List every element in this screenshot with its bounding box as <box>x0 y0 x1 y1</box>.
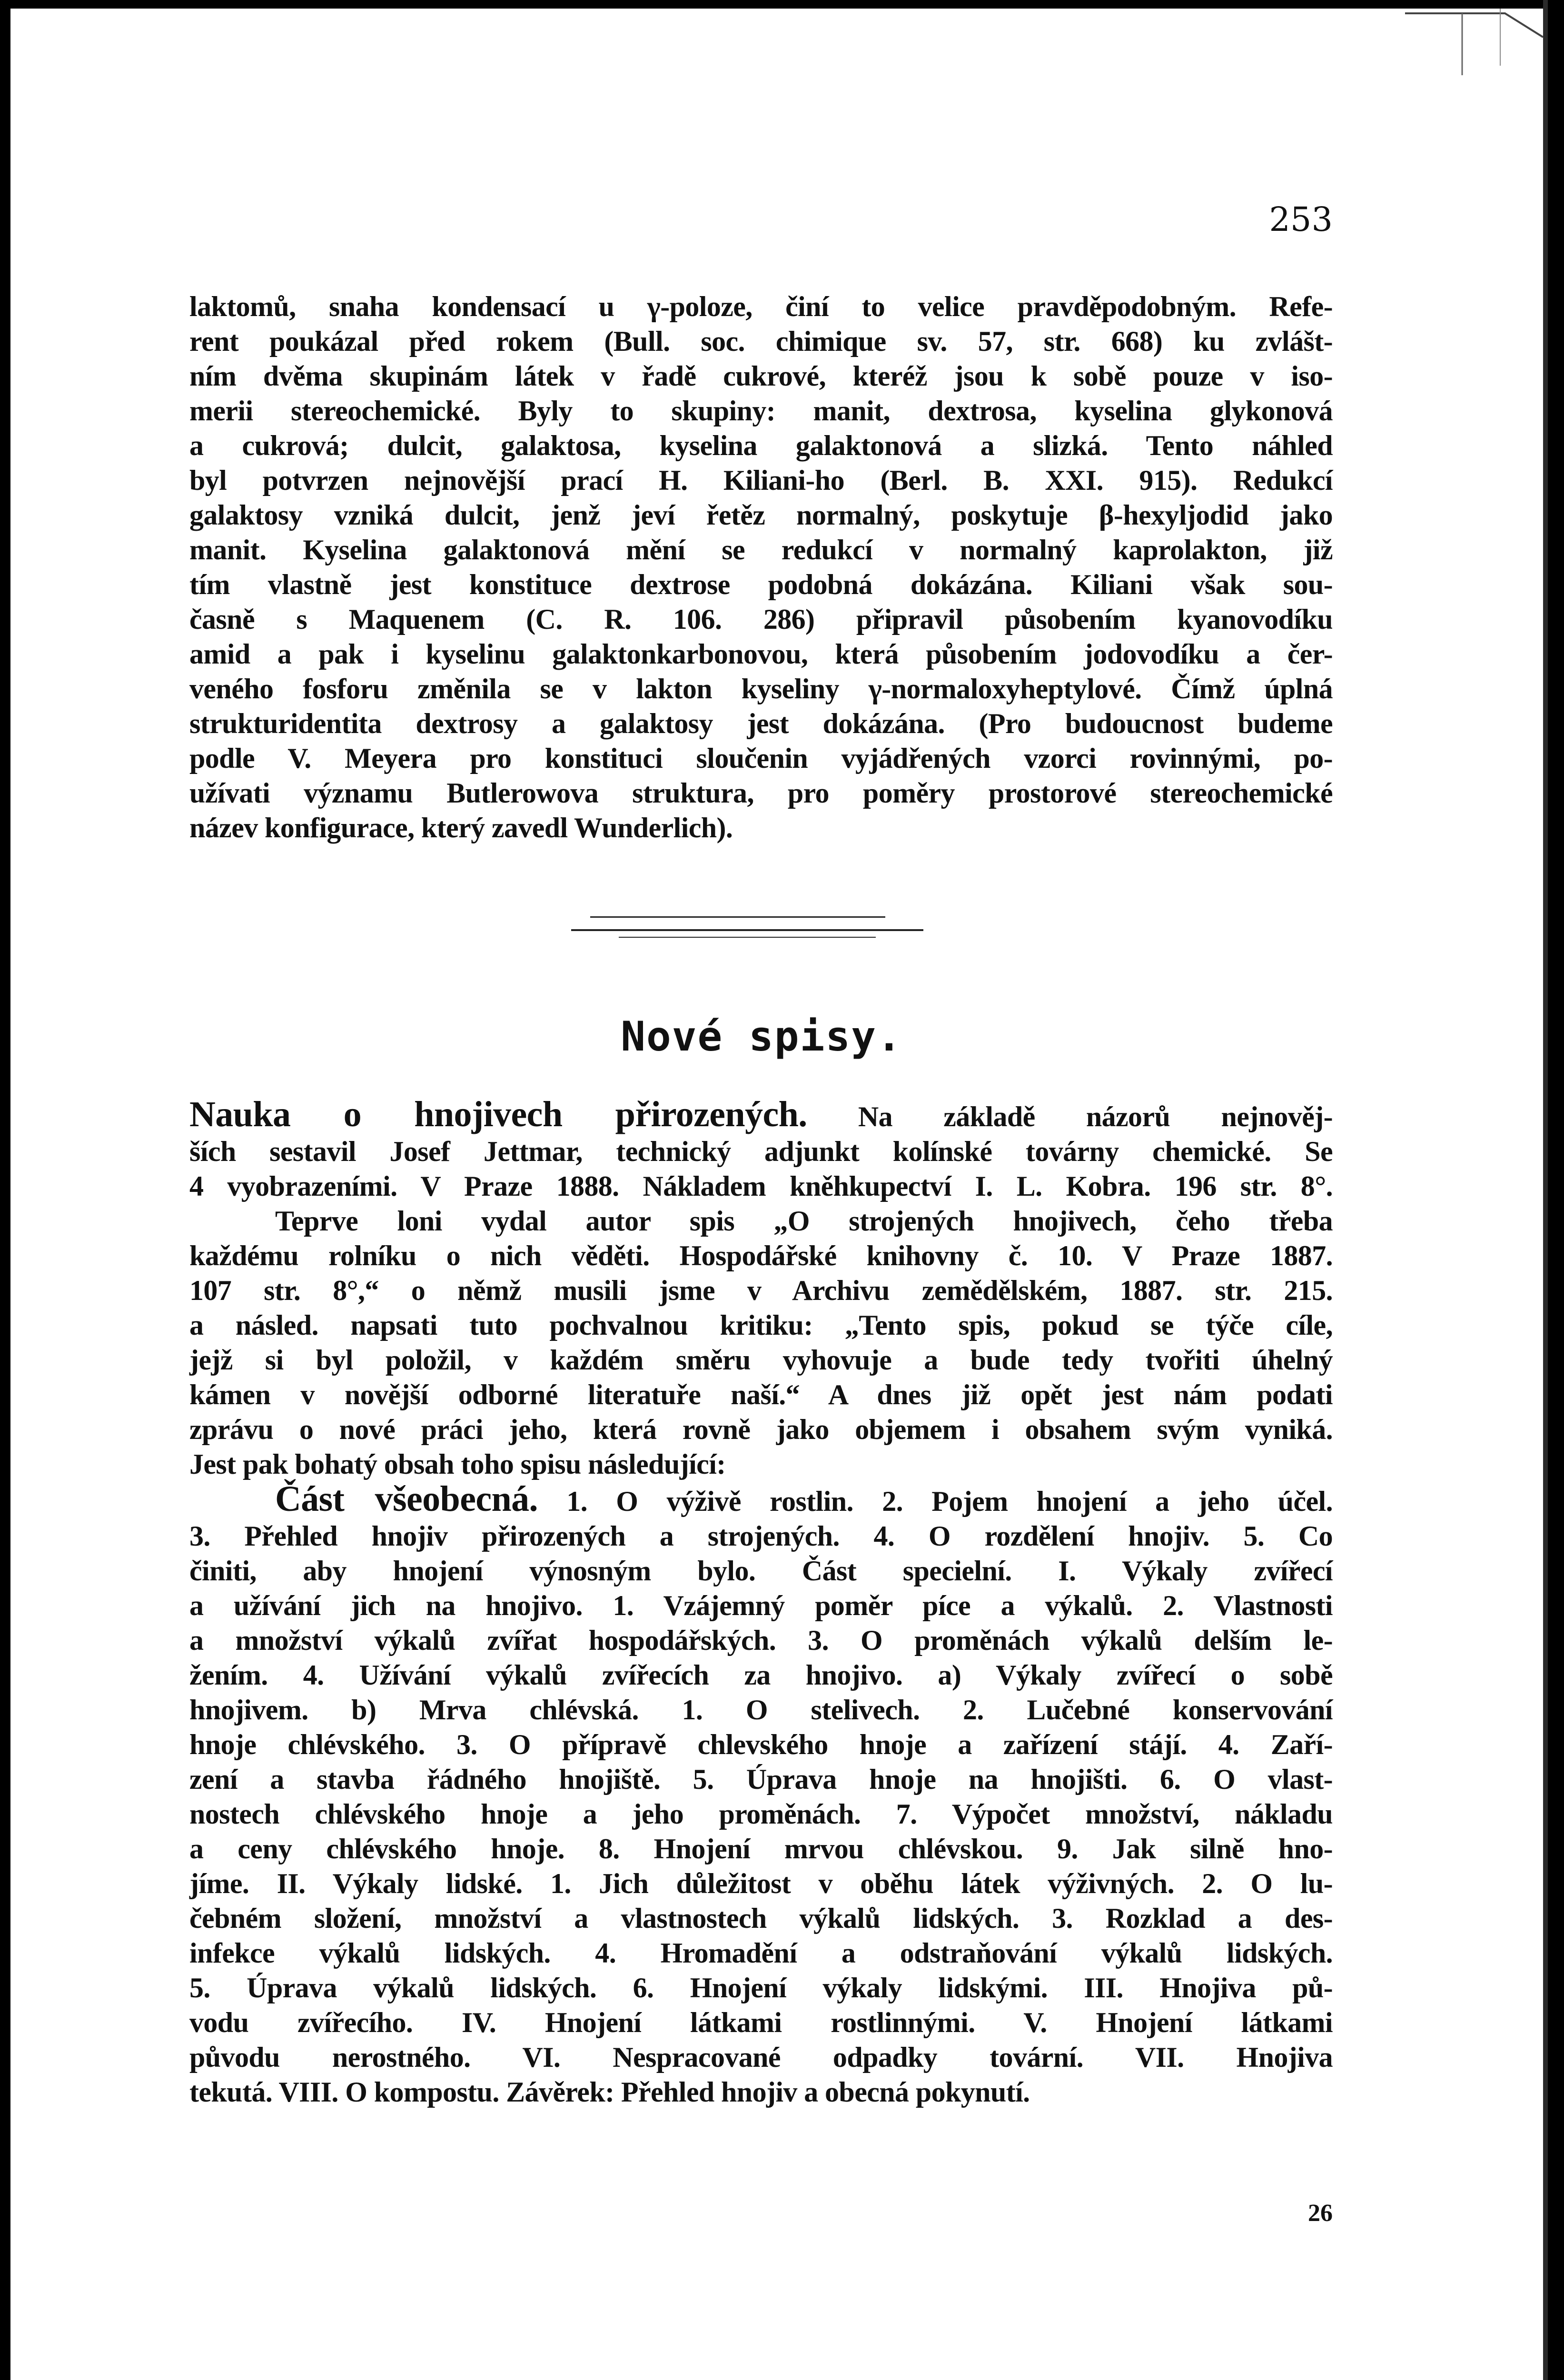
section-title: Nové spisy. <box>621 1013 902 1061</box>
text-line: hnoje chlévského. 3. O přípravě chlevského hnoje a zařízení stájí. 4. Zaří- <box>189 1729 1333 1760</box>
text-line: galaktosy vzniká dulcit, jenž jeví řetěz normalný, poskytuje β-hexyljodid jako <box>189 499 1333 531</box>
text-line: zprávu o nové práci jeho, která rovně jako objemem i obsahem svým vyniká. <box>189 1414 1333 1445</box>
text-line: 107 str. 8°,“ o němž musili jsme v Archivu zemědělském, 1887. str. 215. <box>189 1275 1333 1306</box>
scan-border-right-inner <box>1543 0 1548 2380</box>
text-line: název konfigurace, který zavedl Wunderlich). <box>189 812 733 843</box>
separator-rule-top <box>590 916 885 918</box>
text-line: 5. Úprava výkalů lidských. 6. Hnojení výkaly lidskými. III. Hnojiva pů- <box>189 1972 1333 2003</box>
text-line: a cukrová; dulcit, galaktosa, kyselina galaktonová a slizká. Tento náhled <box>189 430 1333 461</box>
page-number: 253 <box>1269 200 1333 239</box>
text-line: nostech chlévského hnoje a jeho proměnách. 7. Výpočet množství, nákladu <box>189 1798 1333 1830</box>
text-line: infekce výkalů lidských. 4. Hromadění a odstraňování výkalů lidských. <box>189 1937 1333 1969</box>
text-line: strukturidentita dextrosy a galaktosy jest dokázána. (Pro budoucnost budeme <box>189 708 1333 739</box>
text-line: žením. 4. Užívání výkalů zvířecích za hnojivo. a) Výkaly zvířecí o sobě <box>189 1659 1333 1691</box>
text-line: Teprve loni vydal autor spis „O strojených hnojivech, čeho třeba <box>275 1205 1333 1237</box>
paragraph-continuation <box>189 289 1333 845</box>
text-line: veného fosforu změnila se v lakton kyseliny γ-normaloxyheptylové. Čímž úplná <box>189 673 1333 704</box>
text-line: 4 vyobrazeními. V Praze 1888. Nákladem kněhkupectví I. L. Kobra. 196 str. 8°. <box>189 1170 1333 1202</box>
text-line: 3. Přehled hnojiv přirozených a strojených. 4. O rozdělení hnojiv. 5. Co <box>189 1520 1333 1552</box>
text-line: laktomů, snaha kondensací u γ-poloze, činí to velice pravděpodobným. Refe- <box>189 291 1333 322</box>
scan-border-left <box>0 0 10 2380</box>
text-line: činiti, aby hnojení výnosným bylo. Část specielní. I. Výkaly zvířecí <box>189 1555 1333 1587</box>
text-line: původu nerostného. VI. Nespracované odpadky tovární. VII. Hnojiva <box>189 2042 1333 2073</box>
text-line: merii stereochemické. Byly to skupiny: manit, dextrosa, kyselina glykonová <box>189 395 1333 426</box>
text-line: hnojivem. b) Mrva chlévská. 1. O stelivech. 2. Lučebné konservování <box>189 1694 1333 1726</box>
text-line: vodu zvířecího. IV. Hnojení látkami rostlinnými. V. Hnojení látkami <box>189 2007 1333 2038</box>
text-line: a užívání jich na hnojivo. 1. Vzájemný poměr píce a výkalů. 2. Vlastnosti <box>189 1590 1333 1621</box>
printer-signature-mark: 26 <box>1308 2200 1333 2227</box>
text-line: časně s Maquenem (C. R. 106. 286) připravil působením kyanovodíku <box>189 604 1333 635</box>
text-line: zení a stavba řádného hnojiště. 5. Úprava hnoje na hnojišti. 6. O vlast- <box>189 1764 1333 1795</box>
text-line: a množství výkalů zvířat hospodářských. 3. O proměnách výkalů delším le- <box>189 1625 1333 1656</box>
scan-border-top <box>0 0 1564 9</box>
text-line: čebném složení, množství a vlastnostech výkalů lidských. 3. Rozklad a des- <box>189 1903 1333 1934</box>
text-line: podle V. Meyera pro konstituci sloučenin vyjádřených vzorci rovinnými, po- <box>189 743 1333 774</box>
text-line: jejž si byl položil, v každém směru vyhovuje a bude tedy tvořiti úhelný <box>189 1344 1333 1376</box>
separator-rule-bottom <box>619 937 876 938</box>
text-line: každému rolníku o nich věděti. Hospodářské knihovny č. 10. V Praze 1887. <box>189 1240 1333 1271</box>
text-line: manit. Kyselina galaktonová mění se redukcí v normalný kaprolakton, již <box>189 534 1333 565</box>
text-line: užívati významu Butlerowova struktura, pro poměry prostorové stereochemické <box>189 777 1333 809</box>
text-line: Nauka o hnojivech přirozených. Na základě názorů nejnověj- <box>189 1094 1333 1134</box>
text-line: a násled. napsati tuto pochvalnou kritiku: „Tento spis, pokud se týče cíle, <box>189 1309 1333 1341</box>
text-line: Jest pak bohatý obsah toho spisu následující: <box>189 1448 726 1480</box>
text-line: a ceny chlévského hnoje. 8. Hnojení mrvou chlévskou. 9. Jak silně hno- <box>189 1833 1333 1864</box>
text-line: ním dvěma skupinám látek v řadě cukrové, kteréž jsou k sobě pouze v iso- <box>189 360 1333 392</box>
corner-scan-mark <box>1405 9 1543 75</box>
text-line: amid a pak i kyselinu galaktonkarbonovou, která působením jodovodíku a čer- <box>189 638 1333 670</box>
text-line: rent poukázal před rokem (Bull. soc. chimique sv. 57, str. 668) ku zvlášt- <box>189 326 1333 357</box>
text-line: tekutá. VIII. O kompostu. Závěrek: Přehled hnojiv a obecná pokynutí. <box>189 2076 1030 2108</box>
scan-border-right <box>1548 0 1564 2380</box>
text-line: tím vlastně jest konstituce dextrose podobná dokázána. Kiliani však sou- <box>189 569 1333 600</box>
text-line: kámen v novější odborné literatuře naší.“ A dnes již opět jest nám podati <box>189 1379 1333 1410</box>
text-line: byl potvrzen nejnovější prací H. Kiliani-ho (Berl. B. XXI. 915). Redukcí <box>189 465 1333 496</box>
text-line: Část všeobecná. 1. O výživě rostlin. 2. Pojem hnojení a jeho účel. <box>275 1479 1333 1519</box>
book-review <box>189 1094 1333 2110</box>
text-line: jíme. II. Výkaly lidské. 1. Jich důležitost v oběhu látek výživných. 2. O lu- <box>189 1868 1333 1899</box>
text-line: ších sestavil Josef Jettmar, technický adjunkt kolínské továrny chemické. Se <box>189 1136 1333 1167</box>
separator-rule-middle <box>571 929 923 931</box>
